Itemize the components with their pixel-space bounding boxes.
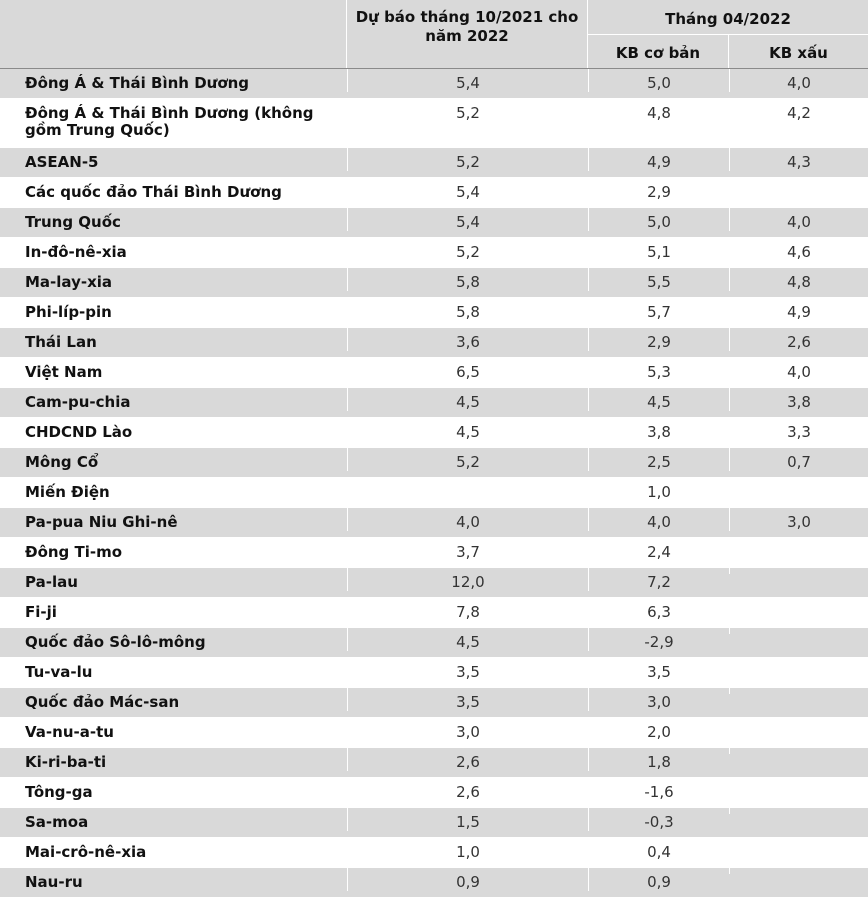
baseline-value: 4,9 [588,148,729,171]
region-name: Va-nu-a-tu [25,723,114,741]
region-name: Nau-ru [25,873,83,891]
table-row [0,628,868,658]
bad-scenario-value [729,628,868,634]
table-header [0,0,868,69]
table-row [0,208,868,238]
table-row [0,418,868,448]
table-row [0,778,868,808]
baseline-value: 3,5 [588,658,729,681]
region-name: Việt Nam [25,363,103,381]
region-name: Quốc đảo Mác-san [25,693,180,711]
forecast-value [347,478,588,484]
region-name: Mông Cổ [25,453,99,471]
region-name: Fi-ji [25,603,57,621]
baseline-value: 0,4 [588,838,729,861]
baseline-value: 2,5 [588,448,729,471]
bad-scenario-value [729,718,868,724]
table-row [0,268,868,298]
baseline-value: 2,9 [588,328,729,351]
baseline-value: 2,4 [588,538,729,561]
region-name: Quốc đảo Sô-lô-mông [25,633,206,651]
bad-scenario-value [729,598,868,604]
table-row [0,508,868,538]
forecast-value: 4,5 [347,418,588,441]
forecast-value: 5,2 [347,99,588,122]
forecast-value: 12,0 [347,568,588,591]
region-name: Pa-pua Niu Ghi-nê [25,513,178,531]
table-row [0,808,868,838]
baseline-value: 2,9 [588,178,729,201]
region-name: Đông Á & Thái Bình Dương [25,74,250,92]
region-name: Ki-ri-ba-ti [25,753,107,771]
forecast-value: 7,8 [347,598,588,621]
baseline-value: 5,0 [588,208,729,231]
region-name: In-đô-nê-xia [25,243,127,261]
bad-scenario-value [729,838,868,844]
table-row [0,148,868,178]
region-name: Mai-crô-nê-xia [25,843,147,861]
bad-scenario-value [729,778,868,784]
forecast-value: 1,5 [347,808,588,831]
forecast-value: 3,5 [347,688,588,711]
bad-scenario-value: 3,0 [729,508,868,531]
bad-scenario-value: 4,9 [729,298,868,321]
region-name: Phi-líp-pin [25,303,112,321]
baseline-value: 5,3 [588,358,729,381]
baseline-value: 5,0 [588,69,729,92]
table-row [0,748,868,778]
baseline-value: 3,8 [588,418,729,441]
bad-scenario-value: 4,0 [729,358,868,381]
bad-scenario-value [729,568,868,574]
table-row [0,69,868,99]
bad-scenario-column-header: KB xấu [769,44,828,62]
region-name: Pa-lau [25,573,78,591]
forecast-column-header: Dự báo tháng 10/2021 cho năm 2022 [355,8,579,45]
forecast-value: 1,0 [347,838,588,861]
baseline-value: 6,3 [588,598,729,621]
header-divider [588,34,868,35]
table-row [0,838,868,868]
baseline-value: 4,0 [588,508,729,531]
table-row [0,538,868,568]
baseline-value: 1,8 [588,748,729,771]
baseline-value: 5,1 [588,238,729,261]
bad-scenario-value [729,688,868,694]
table-row [0,718,868,748]
baseline-value: 0,9 [588,868,729,891]
region-name: Ma-lay-xia [25,273,113,291]
bad-scenario-value [729,808,868,814]
bad-scenario-value: 4,3 [729,148,868,171]
forecast-value: 4,0 [347,508,588,531]
forecast-value: 3,7 [347,538,588,561]
table-row [0,328,868,358]
bad-scenario-value: 4,0 [729,208,868,231]
forecast-value: 5,4 [347,178,588,201]
bad-scenario-value: 3,8 [729,388,868,411]
region-name: Cam-pu-chia [25,393,131,411]
bad-scenario-value [729,178,868,184]
bad-scenario-value [729,748,868,754]
forecast-value: 5,2 [347,448,588,471]
april-group-header: Tháng 04/2022 [665,10,791,28]
table-row [0,868,868,898]
baseline-value: 3,0 [588,688,729,711]
baseline-column-header: KB cơ bản [615,44,701,62]
forecast-value: 4,5 [347,388,588,411]
baseline-value: 5,7 [588,298,729,321]
region-name: Miến Điện [25,483,110,501]
table-body [0,69,868,898]
table-row [0,478,868,508]
forecast-value: 2,6 [347,748,588,771]
baseline-value: 5,5 [588,268,729,291]
table-row [0,238,868,268]
bad-scenario-value: 2,6 [729,328,868,351]
forecast-value: 5,8 [347,268,588,291]
table-row [0,568,868,598]
baseline-value: -1,6 [588,778,729,801]
baseline-value: 2,0 [588,718,729,741]
baseline-value: -0,3 [588,808,729,831]
region-name: Đông Ti-mo [25,543,123,561]
bad-scenario-value: 4,8 [729,268,868,291]
bad-scenario-value: 0,7 [729,448,868,471]
table-row [0,598,868,628]
region-name: ASEAN-5 [25,153,99,171]
forecast-value: 0,9 [347,868,588,891]
forecast-value: 6,5 [347,358,588,381]
region-name: Thái Lan [25,333,97,351]
table-row [0,688,868,718]
baseline-value: 7,2 [588,568,729,591]
region-name: Đông Á & Thái Bình Dương (không gồm Trung Quốc) [25,104,314,139]
bad-scenario-value: 4,2 [729,99,868,122]
table-row [0,658,868,688]
forecast-value: 5,8 [347,298,588,321]
forecast-value: 3,6 [347,328,588,351]
baseline-value: 4,5 [588,388,729,411]
table-row [0,448,868,478]
table-row [0,298,868,328]
region-name: Sa-moa [25,813,89,831]
baseline-value: 1,0 [588,478,729,501]
bad-scenario-value: 4,0 [729,69,868,92]
baseline-value: 4,8 [588,99,729,122]
forecast-value: 5,2 [347,238,588,261]
region-name: Các quốc đảo Thái Bình Dương [25,183,282,201]
forecast-value: 5,4 [347,208,588,231]
bad-scenario-value: 3,3 [729,418,868,441]
region-name: Trung Quốc [25,213,121,231]
table-row [0,358,868,388]
bad-scenario-value [729,868,868,874]
table-row [0,178,868,208]
forecast-value: 5,4 [347,69,588,92]
forecast-value: 5,2 [347,148,588,171]
bad-scenario-value [729,478,868,484]
bad-scenario-value: 4,6 [729,238,868,261]
forecast-value: 3,0 [347,718,588,741]
region-name: CHDCND Lào [25,423,133,441]
bad-scenario-value [729,538,868,544]
table-row [0,388,868,418]
bad-scenario-value [729,658,868,664]
forecast-value: 3,5 [347,658,588,681]
region-name: Tông-ga [25,783,93,801]
baseline-value: -2,9 [588,628,729,651]
table-row [0,99,868,148]
region-name: Tu-va-lu [25,663,93,681]
forecast-value: 2,6 [347,778,588,801]
forecast-value: 4,5 [347,628,588,651]
